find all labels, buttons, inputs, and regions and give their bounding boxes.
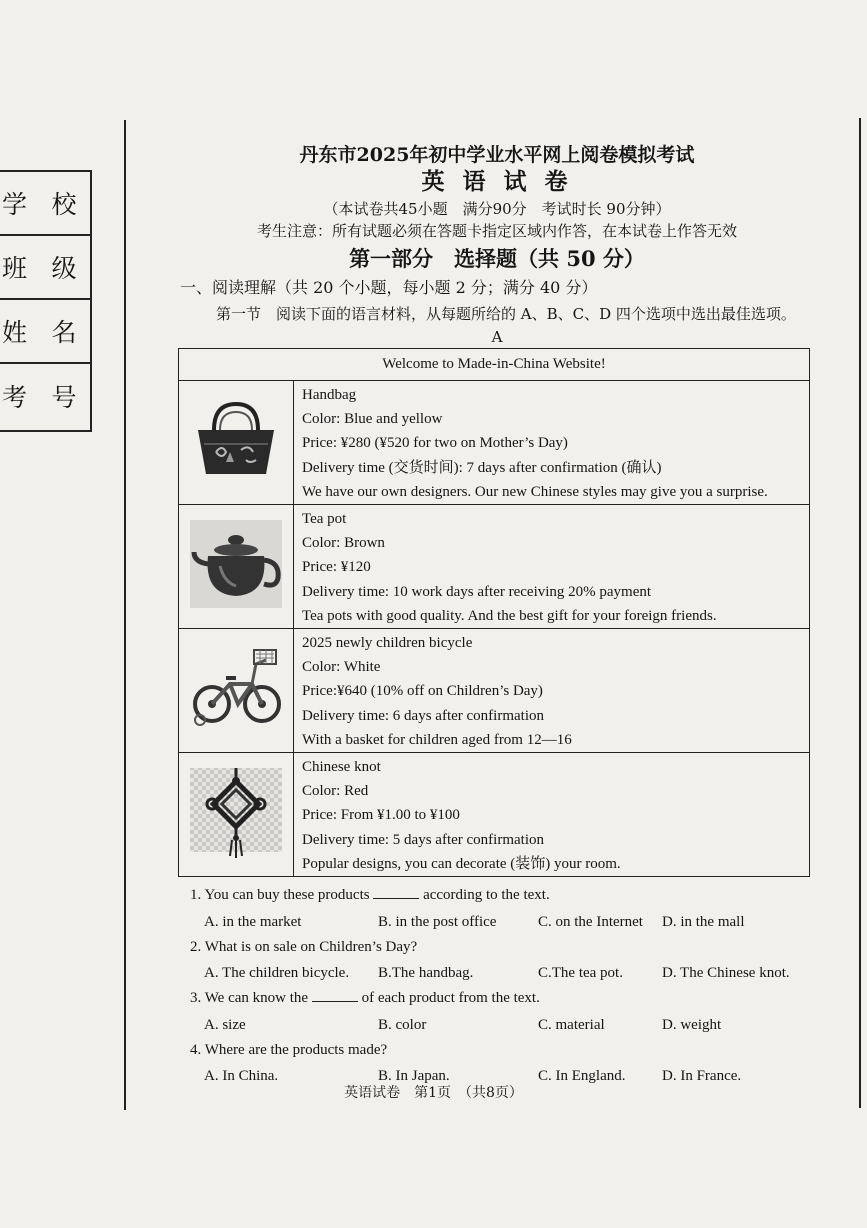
question-stem [190, 1038, 812, 1064]
product-price: Price: From ¥1.00 to ¥100 [302, 807, 460, 824]
product-image-cell [179, 505, 294, 629]
option-d[interactable]: D. weight [662, 1016, 722, 1033]
option-c[interactable]: C. on the Internet [538, 913, 643, 930]
name-field [0, 300, 90, 364]
exam-number-field [0, 364, 90, 428]
question-stem [190, 883, 812, 909]
question-text: 1. You can buy these products [190, 887, 374, 904]
option-d[interactable]: D. In France. [662, 1068, 742, 1085]
product-price: Price: ¥280 (¥520 for two on Mother’s Day) [302, 435, 568, 452]
table-row [179, 629, 810, 753]
product-delivery: Delivery time: 5 days after confirmation [302, 831, 544, 848]
product-note: Tea pots with good quality. And the best gift for your foreign friends. [302, 607, 717, 624]
option-d[interactable]: D. in the mall [662, 913, 745, 930]
part-title: 第一部分 选择题（共 50 分） [349, 246, 645, 271]
field-label-char: 考 [2, 383, 28, 412]
product-table [178, 348, 810, 877]
option-b[interactable]: B. color [378, 1016, 427, 1033]
bicycle-image [186, 638, 286, 738]
answer-options [204, 960, 812, 986]
product-note: With a basket for children aged from 12—16 [302, 731, 572, 748]
binding-line [124, 120, 126, 1110]
table-row [179, 381, 810, 505]
product-description [294, 381, 810, 505]
answer-blank [373, 884, 419, 899]
answer-options [204, 1012, 812, 1038]
section-heading: 一、阅读理解（共 20 个小题，每小题 2 分；满分 40 分） [180, 278, 598, 297]
exam-info: （本试卷共45小题 满分90分 考试时长 90分钟） [323, 200, 671, 218]
product-price: Price:¥640 (10% off on Children’s Day) [302, 683, 543, 700]
exam-title: 丹东市2025年初中学业水平网上阅卷模拟考试 [299, 144, 695, 166]
product-name: Chinese knot [302, 759, 381, 776]
product-description [294, 753, 810, 877]
handbag-image [186, 390, 286, 490]
school-field [0, 172, 90, 236]
option-b[interactable]: B. In Japan. [378, 1068, 450, 1085]
field-label-char: 姓 [2, 318, 28, 347]
exam-page [182, 142, 812, 1089]
question-list [182, 883, 812, 1089]
table-row [179, 505, 810, 629]
option-a[interactable]: A. in the market [204, 913, 302, 930]
product-color: Color: White [302, 659, 381, 676]
product-name: Handbag [302, 387, 357, 403]
teapot-image [186, 516, 286, 612]
subsection-heading: 第一节 阅读下面的语言材料，从每题所给的 A、B、C、D 四个选项中选出最佳选项。 [216, 305, 796, 323]
field-label-char: 班 [2, 254, 28, 283]
product-description [294, 629, 810, 753]
question-text: of each product from the text. [357, 990, 540, 1007]
option-c[interactable]: C. In England. [538, 1068, 626, 1085]
question-item [182, 986, 812, 1038]
question-text: 2. What is on sale on Children’s Day? [190, 938, 418, 955]
product-name: Tea pot [302, 511, 347, 528]
question-item [182, 935, 812, 987]
field-label-char: 名 [51, 318, 77, 347]
table-row [179, 753, 810, 877]
product-image-cell [179, 753, 294, 877]
field-label-char: 级 [51, 254, 77, 283]
question-text: according to the text. [419, 887, 550, 904]
class-field [0, 236, 90, 300]
product-description [294, 505, 810, 629]
question-text: 4. Where are the products made? [190, 1041, 388, 1058]
chinese-knot-image [186, 762, 286, 862]
product-note: We have our own designers. Our new Chinese styles may give you a surprise. [302, 483, 768, 500]
option-a[interactable]: A. size [204, 1016, 246, 1033]
question-text: 3. We can know the [190, 990, 312, 1007]
field-label-char: 校 [51, 190, 77, 219]
passage-label: A [491, 328, 503, 346]
field-label-char: 学 [2, 190, 28, 219]
student-info-panel [0, 170, 92, 432]
question-stem [190, 935, 812, 961]
question-stem [190, 986, 812, 1012]
product-image-cell [179, 381, 294, 505]
question-item [182, 883, 812, 935]
option-d[interactable]: D. The Chinese knot. [662, 965, 790, 982]
exam-notice: 考生注意：所有试题必须在答题卡指定区域内作答，在本试卷上作答无效 [256, 222, 737, 240]
product-name: 2025 newly children bicycle [302, 635, 473, 652]
product-price: Price: ¥120 [302, 559, 371, 576]
table-title: Welcome to Made-in-China Website! [179, 349, 810, 381]
field-label-char: 号 [51, 383, 77, 412]
product-delivery: Delivery time: 6 days after confirmation [302, 707, 544, 724]
option-c[interactable]: C. material [538, 1016, 605, 1033]
option-a[interactable]: A. The children bicycle. [204, 965, 350, 982]
product-color: Color: Red [302, 783, 369, 800]
product-note: Popular designs, you can decorate (装饰) your room. [302, 855, 621, 872]
page-edge-line [859, 118, 861, 1108]
answer-options [204, 909, 812, 935]
option-b[interactable]: B.The handbag. [378, 965, 474, 982]
answer-blank [312, 987, 358, 1002]
option-c[interactable]: C.The tea pot. [538, 965, 623, 982]
product-delivery: Delivery time: 10 work days after receiving 20% payment [302, 583, 652, 600]
product-color: Color: Blue and yellow [302, 411, 443, 428]
option-b[interactable]: B. in the post office [378, 913, 497, 930]
page-footer: 英语试卷 第1页 （共8页） [344, 1085, 523, 1101]
product-delivery: Delivery time (交货时间): 7 days after confirmation (确认) [302, 459, 662, 476]
product-image-cell [179, 629, 294, 753]
option-a[interactable]: A. In China. [204, 1068, 279, 1085]
product-color: Color: Brown [302, 535, 385, 552]
subject-title: 英 语 试 卷 [421, 168, 573, 195]
